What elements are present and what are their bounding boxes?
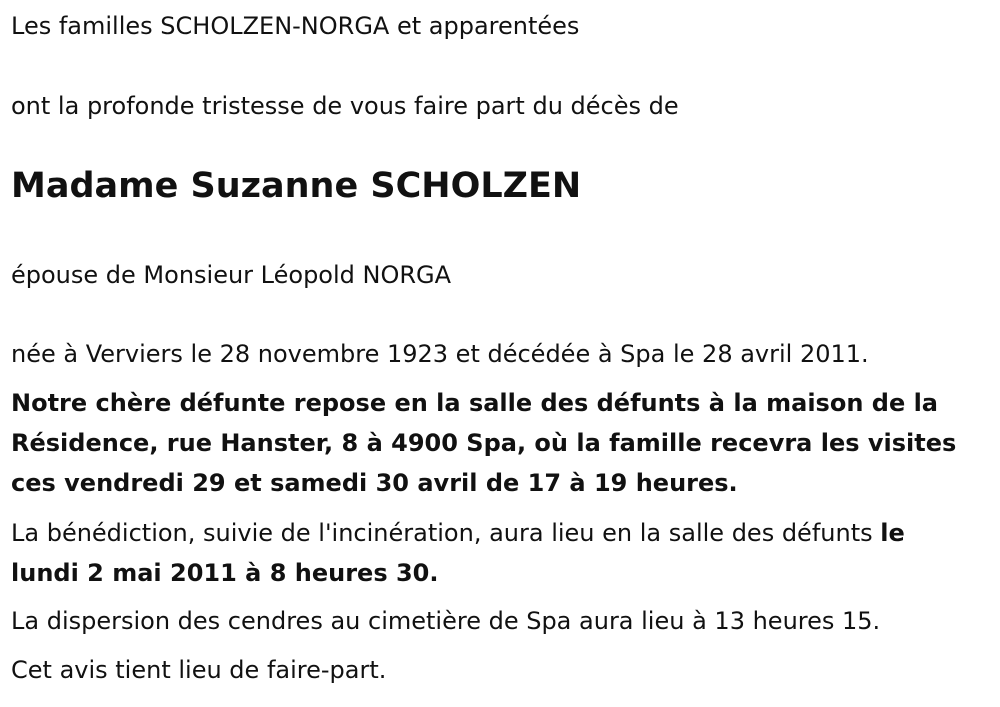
ceremony-line-2	[11, 553, 991, 593]
dispersion-line: La dispersion des cendres au cimetière de Spa aura lieu à 13 heures 15.	[11, 607, 881, 635]
deceased-name: Madame Suzanne SCHOLZEN	[11, 166, 582, 206]
repose-line-1: Notre chère défunte repose en la salle des défunts à la maison de la	[11, 389, 938, 417]
ceremony-text: La bénédiction, suivie de l'incinération, aura lieu en la salle des défunts	[11, 519, 881, 547]
family-line: Les familles SCHOLZEN-NORGA et apparentées	[11, 12, 580, 40]
repose-paragraph	[11, 383, 991, 503]
birth-death-line: née à Verviers le 28 novembre 1923 et décédée à Spa le 28 avril 2011.	[11, 340, 869, 368]
ceremony-paragraph	[11, 513, 991, 593]
ceremony-date-start: le	[880, 519, 905, 547]
spouse-line: épouse de Monsieur Léopold NORGA	[11, 261, 452, 289]
announcement-line: ont la profonde tristesse de vous faire part du décès de	[11, 92, 679, 120]
ceremony-date: lundi 2 mai 2011 à 8 heures 30.	[11, 559, 439, 587]
closing-line: Cet avis tient lieu de faire-part.	[11, 656, 387, 684]
ceremony-line-1	[11, 513, 991, 553]
repose-line-2: Résidence, rue Hanster, 8 à 4900 Spa, où la famille recevra les visites	[11, 429, 957, 457]
repose-line-3: ces vendredi 29 et samedi 30 avril de 17 à 19 heures.	[11, 469, 738, 497]
